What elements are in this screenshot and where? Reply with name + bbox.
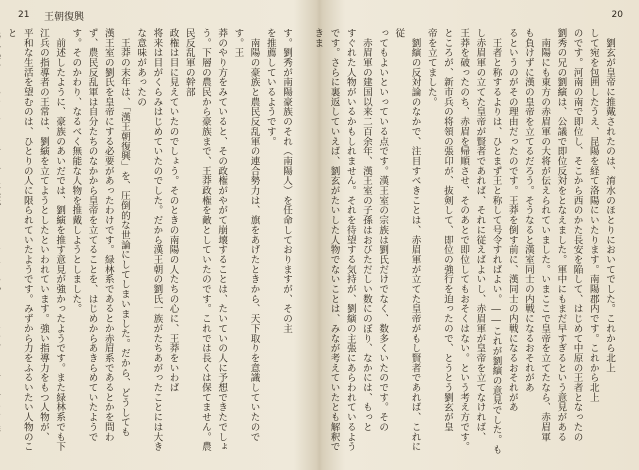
- text-line: う。下層の農民から豪族まで、王莽政権を敵としていたのです。これでは長くは保てません。農民反乱軍の幹部: [183, 28, 211, 452]
- text-line: 漢王室の劉氏を皇帝にする必要があったわけです。緑林系であるとか赤眉系であるとかを問わ: [102, 28, 114, 442]
- text-line: 劉秀の兄の劉縯は、公議で即位反対をとなえました。軍中にもまだ早すぎるという意見がある: [555, 28, 567, 442]
- text-line: 莽のやり方をみていると、その政権がやがて崩壊することは、たいていの人に予想できたでしょ: [216, 28, 228, 452]
- text-line: 帝を立てました。: [425, 28, 437, 107]
- text-line: ず、農民反乱軍は自分たちのなかから皇帝を立てることを、はじめからあきらめていたようで: [86, 28, 98, 442]
- text-line: るというのがその理由だったのです。王莽を倒す前に、漢同士の内戦になるおそれがあ: [506, 28, 518, 413]
- text-line: 前述したように、豪族のあいだでは、劉縯を推す意見が強かったようです。また緑林系でも下: [54, 28, 66, 452]
- page-number-left: 21: [18, 10, 30, 20]
- text-line: 赤眉軍の建国以来二百余年、漢王室の子孫はおびただしい数にのぼり、なかには、もっと: [360, 28, 372, 432]
- text-line: 王莽の末年は、「漢王朝復興」を、圧倒的な世論にしてしまいました。だから、どうしても: [118, 28, 130, 437]
- right-page-body: [312, 28, 617, 458]
- text-line: ってもよいといっている点です。漢王室の宗族は劉氏だけでなく、数多くいたのです。その: [377, 28, 389, 432]
- text-line: 王者と称するよりは、ひとまず王と称して号令すればよい。――これが劉縯の意見でした。も: [490, 28, 502, 455]
- text-line: 将来は目がくらみはじめていたのでした。だから漢王朝の劉氏一族がたちあがったことには大きな意味があったの: [135, 28, 163, 452]
- text-line: 江兵の指導者の王常は、劉縯を立てようとしたといわれています。強い指導力をもつ人物が、: [37, 28, 49, 442]
- right-page: [312, 0, 639, 470]
- running-title: 王朝復興: [44, 12, 84, 23]
- text-line: を推薦しているようです。: [264, 28, 276, 147]
- text-line: [0, 28, 2, 458]
- text-line: 政権は目に見えていたのでしょう。そのときの南陽の人たちの心に、王莽をいわば: [167, 28, 179, 393]
- text-line: です。さらに裏返していえば、劉玄がたいした人物でないことは、みなが考えていたとも解釈できま: [312, 28, 340, 452]
- text-line: も負けずに漢の皇帝を立てるだろう。そうなると漢室同士の内戦になるおそれがあ: [522, 28, 534, 393]
- page-number-right: 20: [611, 10, 623, 20]
- text-line: 平和な生活を望むのは、ひとりの人に限られていたようです。みずから力をふるいたい人物のこと: [5, 28, 33, 452]
- text-line: 劉玄が皇帝に推戴されたのは、淯水のほとりにおいてでした。これから北上: [604, 28, 615, 373]
- text-line: ところが、新市兵の将領の張卬が、抜剣して、即位の強行を迫ったので、とうとう劉玄が皇: [441, 28, 453, 432]
- text-line: して宛を包囲したうえ、昆陽を経て洛陽にいたります。南陽郡内です。これから北上: [587, 28, 599, 403]
- text-line: す。そのかわり、なるべく無能な人物を推戴しようとしました。: [70, 28, 82, 314]
- text-line: 王莽を破ったのち、赤眉を帰順させ、そのあとで即位してもおそくはない。という考え方です。: [458, 28, 470, 452]
- left-page-body: [5, 28, 294, 458]
- text-line: す。劉秀が南陽豪族のそれ（南陽人）を任命しておりますが、その主: [281, 28, 292, 334]
- text-line: 南陽の豪族と農民反乱軍の連合勢力は、旗をあげたときから、天下取りを意識していたのです。王: [232, 28, 260, 442]
- text-line: し赤眉軍の立てた皇帝が賢者であれば、それに従えばよいし、赤眉軍が皇帝を立てなければ、: [474, 28, 486, 442]
- text-line: すぐれた人物がいるかもしれません。それを待望する気持が、劉縯の主張にあらわれているよう: [344, 28, 356, 452]
- text-line: のです。河南の南で即位し、そこから西のかた長安を陥して、はじめて中原の王者となったの: [571, 28, 583, 442]
- text-line: 劉縯の反対論のなかで、注目すべきことは、赤眉軍が立てた皇帝がもし賢者であれば、これに従: [393, 28, 421, 452]
- text-line: 南陽にも東方の赤眉軍の大将が伝えられていました。いまここで皇帝を立てたなら、赤眉軍: [539, 28, 551, 442]
- left-page: [0, 0, 318, 470]
